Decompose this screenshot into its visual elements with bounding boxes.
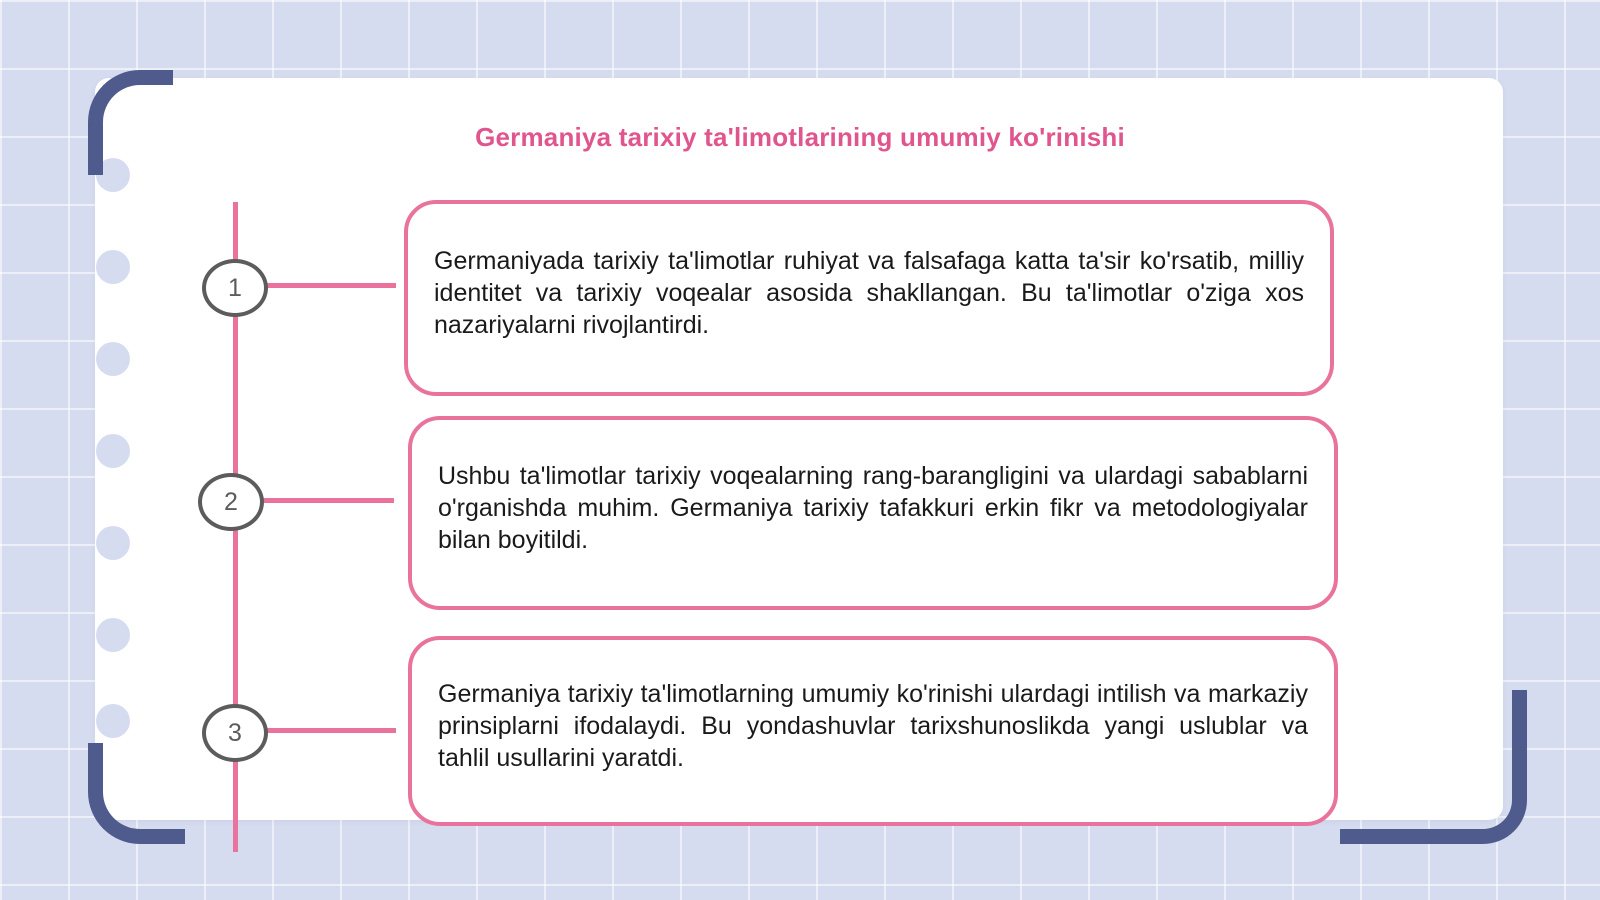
scallop-edge bbox=[96, 618, 130, 652]
connector-line bbox=[262, 498, 394, 503]
step-card-1 bbox=[404, 200, 1334, 396]
frame-corner-bottom-left bbox=[88, 743, 185, 844]
step-card-2 bbox=[408, 416, 1338, 610]
frame-corner-bottom-right bbox=[1340, 690, 1527, 844]
scallop-edge bbox=[96, 704, 130, 738]
connector-line bbox=[264, 728, 396, 733]
connector-line bbox=[264, 283, 396, 288]
step-text-3: Germaniya tarixiy ta'limotlarning umumiy ko'rinishi ulardagi intilish va markaziy prinsiplarni ifodalaydi. Bu yondashuvlar tarixshunoslikda yangi uslublar va tahlil usullarini yaratdi. bbox=[438, 680, 1308, 772]
scallop-edge bbox=[96, 526, 130, 560]
step-text-1: Germaniyada tarixiy ta'limotlar ruhiyat va falsafaga katta ta'sir ko'rsatib, milliy identitet va tarixiy voqealar asosida shakllangan. Bu ta'limotlar o'ziga xos nazariyalarni rivojlantirdi. bbox=[434, 247, 1304, 339]
scallop-edge bbox=[96, 342, 130, 376]
step-number-3: 3 bbox=[202, 704, 268, 762]
step-card-3 bbox=[408, 636, 1338, 826]
slide-title: Germaniya tarixiy ta'limotlarining umumiy ko'rinishi bbox=[475, 122, 1125, 152]
scallop-edge bbox=[96, 434, 130, 468]
step-number-2: 2 bbox=[198, 473, 264, 531]
scallop-edge bbox=[96, 250, 130, 284]
step-number-1: 1 bbox=[202, 259, 268, 317]
step-text-2: Ushbu ta'limotlar tarixiy voqealarning rang-barangligini va ulardagi sabablarni o'rganishda muhim. Germaniya tarixiy tafakkuri erkin fikr va metodologiyalar bilan boyitildi. bbox=[438, 462, 1308, 554]
